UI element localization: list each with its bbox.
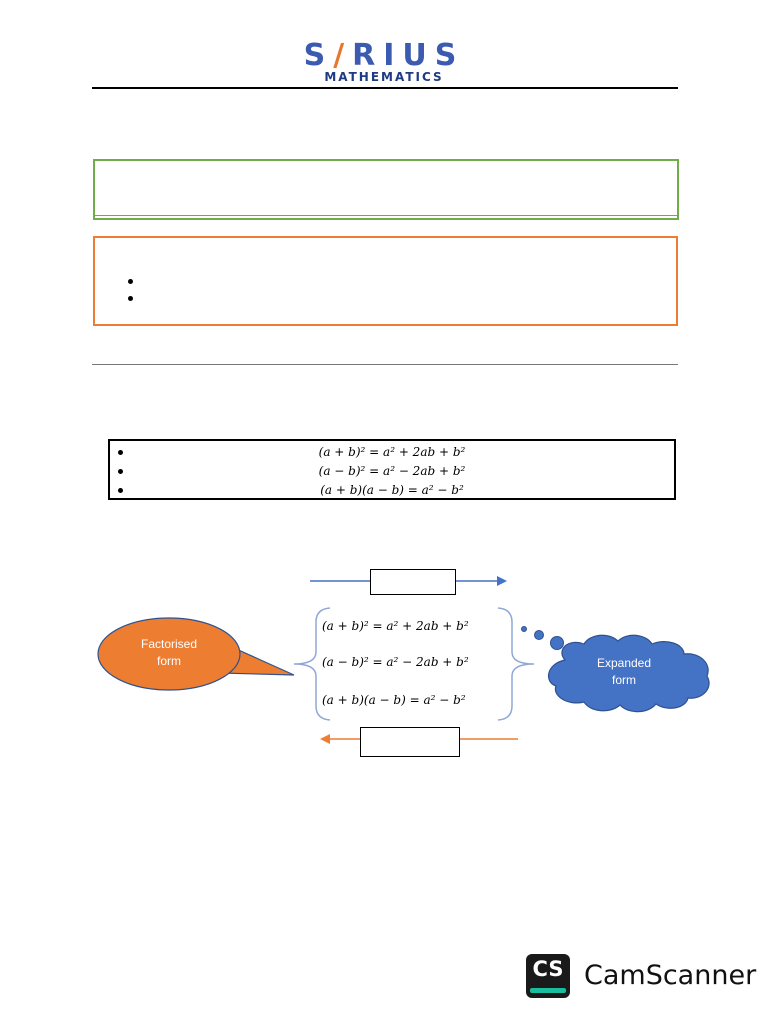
logo-subtitle: MATHEMATICS [324,70,444,84]
logo-rius: RIUS [352,38,465,73]
thought-dot-small [522,627,527,632]
factorise-label-box [360,727,460,757]
logo-wordmark [300,40,468,72]
camscanner-wordmark: CamScanner [584,960,757,991]
orange-outline-box [93,236,678,326]
header-divider [92,87,678,89]
identity-1: (a + b)² = a² + 2ab + b² [318,445,466,459]
identity-row [110,442,674,462]
identity-row [110,461,674,481]
expanded-line-2: form [612,673,636,687]
factorised-line-2: form [157,654,181,668]
diagram-identity-3: (a + b)(a − b) = a² − b² [322,693,466,707]
expand-label-box [370,569,456,595]
logo-s: S [303,38,334,73]
factorised-line-1: Factorised [140,637,198,651]
section-divider [92,364,678,365]
camscanner-logo [526,954,570,998]
right-brace [498,608,534,720]
green-outline-box [93,159,679,220]
bullet-1 [128,279,133,284]
thought-dot-large [551,637,564,650]
diagram-identity-1: (a + b)² = a² + 2ab + b² [322,619,469,633]
camscanner-badge-text: CS [532,957,564,981]
expanded-label [574,655,674,689]
thought-dot-medium [535,631,544,640]
logo-slash: / [333,38,353,73]
identity-3: (a + b)(a − b) = a² − b² [320,483,464,497]
identity-table [108,439,676,500]
identity-2: (a − b)² = a² − 2ab + b² [318,464,466,478]
identity-row [110,480,674,500]
factorised-label [119,636,219,670]
green-box-inner-line [95,215,677,216]
camscanner-accent-bar [530,988,566,993]
diagram-identity-2: (a − b)² = a² − 2ab + b² [322,655,469,669]
bullet-2 [128,296,133,301]
expanded-line-1: Expanded [596,656,652,670]
